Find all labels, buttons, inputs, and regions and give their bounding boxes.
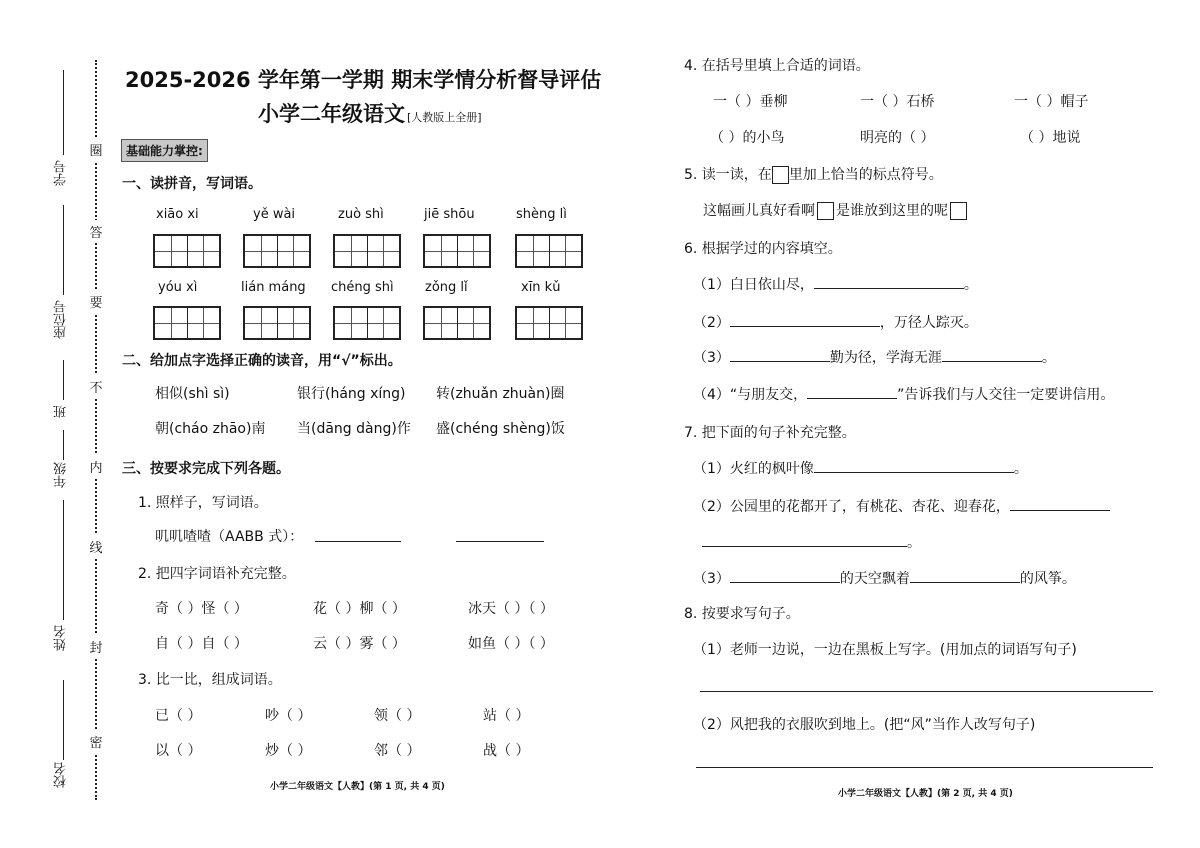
pinyin: shèng lì [516, 207, 567, 222]
seal-char: 圈 [88, 138, 104, 161]
sentence-text: （2）公园里的花都开了，有桃花、杏花、迎春花， [693, 499, 1010, 515]
poem-text: （1）白日依山尽， [693, 277, 814, 293]
punctuation-sentence [703, 200, 967, 220]
seal-char: 答 [88, 220, 104, 243]
writing-grid[interactable] [243, 306, 311, 340]
question-7-heading: 7. 把下面的句子补充完整。 [684, 425, 856, 441]
page-footer-right: 小学二年级语文【人教】(第 2 页, 共 4 页) [838, 789, 1013, 799]
sentence-a: 这幅画儿真好看啊 [703, 203, 815, 219]
idiom-item[interactable]: 奇（ ）怪（ ） [155, 601, 248, 617]
pinyin: zuò shì [338, 207, 384, 222]
answer-line[interactable] [910, 568, 1020, 583]
punctuation-box-sample [772, 166, 789, 184]
sentence-fill-3 [693, 568, 1076, 588]
question-4-heading: 4. 在括号里填上合适的词语。 [684, 58, 870, 74]
poem-text: 。 [963, 277, 978, 293]
student-id-field[interactable] [63, 70, 64, 155]
fill-word-item[interactable]: 明亮的（ ） [860, 130, 935, 146]
compare-item[interactable]: 吵（ ） [265, 708, 312, 724]
compare-item[interactable]: 邻（ ） [374, 743, 421, 759]
pinyin: xīn kǔ [521, 280, 561, 295]
answer-line[interactable] [730, 568, 840, 583]
answer-line[interactable] [456, 541, 544, 542]
pronunciation-item[interactable]: 相似(shì sì) [155, 386, 230, 402]
seal-char: 密 [88, 730, 104, 753]
poem-fill-2 [693, 312, 978, 332]
answer-line[interactable] [814, 458, 1014, 473]
sentence-fill-2-cont [702, 532, 921, 552]
sentence-fill-1 [693, 458, 1028, 478]
pinyin: chéng shì [331, 280, 394, 295]
compare-item[interactable]: 战（ ） [483, 743, 530, 759]
grade-label: 年级 [54, 462, 69, 488]
pronunciation-item[interactable]: 朝(cháo zhāo)南 [155, 421, 266, 437]
sentence-text: 。 [907, 535, 921, 551]
compare-item[interactable]: 站（ ） [483, 708, 530, 724]
poem-fill-1 [693, 274, 978, 294]
compare-item[interactable]: 以（ ） [155, 743, 202, 759]
answer-line[interactable] [942, 347, 1042, 362]
q5-heading-pre: 5. 读一读，在 [684, 167, 772, 183]
edition-label: [人教版上全册] [407, 111, 482, 124]
sub-question-3: 3. 比一比，组成词语。 [138, 672, 282, 688]
sentence-text: 的天空飘着 [839, 571, 910, 587]
name-field[interactable] [63, 500, 64, 620]
question-1-heading: 一、读拼音，写词语。 [122, 176, 262, 192]
seat-number-label: 座位号 [54, 300, 69, 339]
pinyin: jiē shōu [424, 207, 475, 222]
punctuation-box[interactable] [817, 202, 834, 220]
writing-grid[interactable] [153, 234, 221, 268]
pronunciation-item[interactable]: 盛(chéng shèng)饭 [436, 421, 565, 437]
writing-grid[interactable] [515, 306, 583, 340]
pinyin: xiāo xi [156, 207, 199, 222]
idiom-item[interactable]: 自（ ）自（ ） [155, 636, 248, 652]
writing-grid[interactable] [423, 234, 491, 268]
writing-grid[interactable] [333, 234, 401, 268]
writing-grid[interactable] [515, 234, 583, 268]
subject-title: 小学二年级语文 [258, 102, 405, 126]
sentence-text: 的风筝。 [1019, 571, 1076, 587]
fill-word-item[interactable]: 一（ ）石桥 [860, 94, 935, 110]
answer-line[interactable] [730, 347, 830, 362]
compare-item[interactable]: 炒（ ） [265, 743, 312, 759]
poem-text: （3） [693, 350, 730, 366]
question-6-heading: 6. 根据学过的内容填空。 [684, 241, 842, 257]
seal-char: 要 [88, 290, 104, 313]
aabb-example: 叽叽喳喳（AABB 式）： [155, 529, 304, 545]
answer-line[interactable] [1010, 496, 1110, 511]
rewrite-prompt-1: （1）老师一边说，一边在黑板上写字。(用加点的词语写句子) [693, 642, 1077, 658]
punctuation-box[interactable] [950, 202, 967, 220]
sub-question-2: 2. 把四字词语补充完整。 [138, 566, 296, 582]
poem-text: （2） [693, 315, 730, 331]
fill-word-item[interactable]: 一（ ）垂柳 [713, 94, 788, 110]
idiom-item[interactable]: 云（ ）雾（ ） [313, 636, 406, 652]
answer-line[interactable] [814, 274, 964, 289]
sentence-b: 是谁放到这里的呢 [836, 203, 948, 219]
exam-subtitle [258, 98, 482, 128]
answer-line[interactable] [702, 532, 907, 547]
answer-line[interactable] [700, 691, 1153, 692]
section-box: 基础能力掌控: [121, 139, 208, 162]
writing-grid[interactable] [333, 306, 401, 340]
poem-text: ”告诉我们与人交往一定要讲信用。 [897, 387, 1115, 403]
writing-grid[interactable] [153, 306, 221, 340]
question-5-heading [684, 164, 943, 184]
pinyin: lián máng [241, 280, 306, 295]
seal-char: 封 [88, 635, 104, 658]
seal-char: 不 [88, 375, 104, 398]
question-8-heading: 8. 按要求写句子。 [684, 606, 800, 622]
poem-text: （4）“与朋友交， [693, 387, 808, 403]
school-label: 校名 [54, 762, 69, 788]
name-label: 姓名 [54, 625, 69, 651]
writing-grid[interactable] [423, 306, 491, 340]
fill-word-item[interactable]: （ ）地说 [1020, 130, 1081, 146]
poem-text: 勤为径，学海无涯 [829, 350, 942, 366]
class-label: 班 [54, 405, 69, 418]
poem-fill-3 [693, 347, 1056, 367]
question-3-heading: 三、按要求完成下列各题。 [122, 461, 290, 477]
sentence-fill-2 [693, 496, 1110, 516]
idiom-item[interactable]: 花（ ）柳（ ） [313, 601, 406, 617]
pronunciation-item[interactable]: 银行(háng xíng) [297, 386, 406, 402]
answer-line[interactable] [730, 312, 880, 327]
page-footer-left: 小学二年级语文【人教】(第 1 页, 共 4 页) [270, 782, 445, 792]
pinyin: zǒng lǐ [425, 280, 468, 295]
writing-grid[interactable] [243, 234, 311, 268]
pronunciation-item[interactable]: 转(zhuǎn zhuàn)圈 [436, 386, 565, 402]
school-field[interactable] [63, 680, 64, 760]
compare-item[interactable]: 已（ ） [155, 708, 202, 724]
student-id-label: 学号 [54, 160, 69, 186]
q5-heading-post: 里加上恰当的标点符号。 [788, 167, 943, 183]
idiom-item[interactable]: 冰天（ ）（ ） [468, 601, 554, 617]
answer-line[interactable] [807, 384, 897, 399]
sentence-text: （1）火红的枫叶像 [693, 461, 814, 477]
poem-text: ，万径人踪灭。 [879, 315, 978, 331]
answer-line[interactable] [696, 767, 1153, 768]
rewrite-prompt-2: （2）风把我的衣服吹到地上。(把“风”当作人改写句子) [693, 717, 1036, 733]
seal-char: 线 [88, 535, 104, 558]
seat-number-field[interactable] [63, 205, 64, 295]
binding-strip [0, 0, 110, 848]
sentence-text: 。 [1013, 461, 1028, 477]
exam-title: 2025-2026 学年第一学期 期末学情分析督导评估 [125, 68, 602, 92]
seal-dotted-line [95, 60, 97, 800]
pinyin: yě wài [253, 207, 296, 222]
fill-word-item[interactable]: 一（ ）帽子 [1014, 94, 1089, 110]
pinyin: yóu xì [158, 280, 198, 295]
grade-field[interactable] [63, 430, 64, 460]
seal-char: 内 [88, 455, 104, 478]
compare-item[interactable]: 领（ ） [374, 708, 421, 724]
sub-question-1: 1. 照样子，写词语。 [138, 495, 268, 511]
pronunciation-item[interactable]: 当(dāng dàng)作 [297, 421, 411, 437]
poem-text: 。 [1041, 350, 1056, 366]
answer-line[interactable] [315, 541, 401, 542]
question-2-heading: 二、给加点字选择正确的读音，用“√”标出。 [122, 353, 402, 369]
class-field[interactable] [63, 360, 64, 400]
sentence-text: （3） [693, 571, 730, 587]
poem-fill-4 [693, 384, 1114, 404]
idiom-item[interactable]: 如鱼（ ）（ ） [468, 636, 554, 652]
fill-word-item[interactable]: （ ）的小鸟 [710, 130, 785, 146]
